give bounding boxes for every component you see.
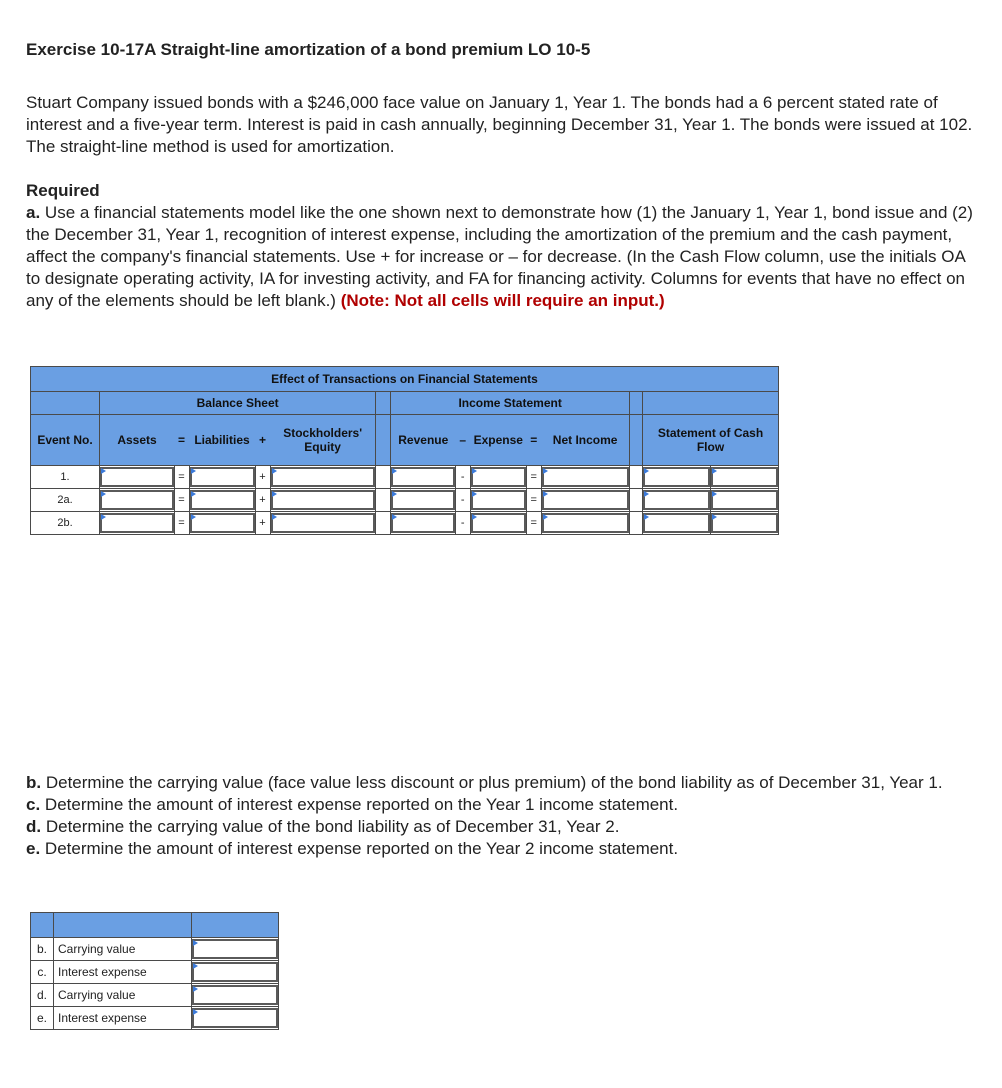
revenue-input[interactable] (391, 513, 455, 533)
part-a-text (26, 202, 976, 312)
question-b (26, 772, 976, 794)
table-row (31, 961, 279, 984)
col-cash-flow: Statement of Cash Flow (643, 415, 779, 466)
table-title: Effect of Transactions on Financial Statements (31, 367, 779, 392)
question-c (26, 794, 976, 816)
row-op-plus: + (255, 512, 270, 535)
cash-flow-activity-input[interactable] (711, 513, 778, 533)
net-income-input[interactable] (542, 513, 629, 533)
col-event-no: Event No. (31, 415, 100, 466)
question-d-label: d. (26, 817, 42, 836)
cash-flow-amount-input[interactable] (643, 467, 710, 487)
question-e-text: Determine the amount of interest expense reported on the Year 2 income statement. (44, 839, 679, 858)
answer-label: Interest expense (54, 1007, 192, 1030)
row-op-minus: - (455, 466, 470, 489)
table-row (31, 512, 779, 535)
question-b-label: b. (26, 773, 42, 792)
question-c-text: Determine the amount of interest expense reported on the Year 1 income statement. (44, 795, 679, 814)
row-op-equals: = (174, 512, 189, 535)
part-a-body: Use a financial statements model like the one shown next to demonstrate how (1) the January 1, Year 1, bond issue and (2) the December 31, Year 1, recognition of interest expense, including the amortization of the premium and the cash payment, affect the company's financial statements. Use + for increase or – for decrease. (In the Cash Flow column, use the initials OA to designate operating activity, IA for investing activity, and FA for financing activity. Columns for events that have no effect on any of the elements should be left blank.) (26, 203, 973, 310)
event-number: 2b. (31, 512, 100, 535)
row-op-minus: - (455, 512, 470, 535)
liabilities-input[interactable] (190, 490, 255, 510)
part-a-note: (Note: Not all cells will require an input.) (340, 291, 665, 310)
question-d (26, 816, 976, 838)
row-op-equals: = (174, 489, 189, 512)
table-row (31, 489, 779, 512)
question-b-text: Determine the carrying value (face value less discount or plus premium) of the bond liability as of December 31, Year 1. (45, 773, 943, 792)
income-statement-header: Income Statement (391, 392, 630, 415)
required-heading: Required (26, 181, 100, 200)
net-income-input[interactable] (542, 467, 629, 487)
questions-section (26, 772, 976, 860)
col-liabilities: Liabilities (189, 415, 255, 466)
answer-label: Carrying value (54, 984, 192, 1007)
part-a-label: a. (26, 203, 41, 222)
table-row (31, 466, 779, 489)
event-number: 1. (31, 466, 100, 489)
required-section (26, 180, 976, 312)
net-income-input[interactable] (542, 490, 629, 510)
row-op-equals-2: = (526, 489, 541, 512)
answer-letter: b. (31, 938, 54, 961)
col-revenue: Revenue (391, 415, 456, 466)
answer-letter: e. (31, 1007, 54, 1030)
assets-input[interactable] (100, 490, 174, 510)
question-d-text: Determine the carrying value of the bond liability as of December 31, Year 2. (45, 817, 620, 836)
cash-flow-activity-input[interactable] (711, 490, 778, 510)
carrying-value-year1-input[interactable] (192, 939, 278, 959)
answers-table (30, 912, 279, 1030)
liabilities-input[interactable] (190, 513, 255, 533)
equity-input[interactable] (271, 490, 376, 510)
equity-input[interactable] (271, 467, 376, 487)
table-row (31, 984, 279, 1007)
table-row (31, 938, 279, 961)
expense-input[interactable] (471, 513, 526, 533)
col-net-income: Net Income (541, 415, 629, 466)
question-e-label: e. (26, 839, 41, 858)
expense-input[interactable] (471, 467, 526, 487)
problem-intro: Stuart Company issued bonds with a $246,000 face value on January 1, Year 1. The bonds had a 6 percent stated rate of interest and a five-year term. Interest is paid in cash annually, beginning December 31, Year 1. The bonds were issued at 102. The straight-line method is used for amortization. (26, 93, 973, 156)
row-op-plus: + (255, 466, 270, 489)
table-row (31, 1007, 279, 1030)
op-equals-2: = (526, 415, 541, 466)
assets-input[interactable] (100, 467, 174, 487)
cash-flow-amount-input[interactable] (643, 513, 710, 533)
col-assets: Assets (100, 415, 175, 466)
op-equals: = (174, 415, 189, 466)
question-e (26, 838, 976, 860)
carrying-value-year2-input[interactable] (192, 985, 278, 1005)
expense-input[interactable] (471, 490, 526, 510)
assets-input[interactable] (100, 513, 174, 533)
cash-flow-activity-input[interactable] (711, 467, 778, 487)
interest-expense-year2-input[interactable] (192, 1008, 278, 1028)
event-number: 2a. (31, 489, 100, 512)
interest-expense-year1-input[interactable] (192, 962, 278, 982)
row-op-equals-2: = (526, 512, 541, 535)
liabilities-input[interactable] (190, 467, 255, 487)
op-plus: + (255, 415, 270, 466)
balance-sheet-header: Balance Sheet (100, 392, 376, 415)
financial-statements-model (30, 366, 779, 535)
row-op-minus: - (455, 489, 470, 512)
page-title: Exercise 10-17A Straight-line amortization of a bond premium LO 10-5 (26, 40, 591, 59)
answer-letter: c. (31, 961, 54, 984)
row-op-plus: + (255, 489, 270, 512)
equity-input[interactable] (271, 513, 376, 533)
row-op-equals-2: = (526, 466, 541, 489)
answer-label: Carrying value (54, 938, 192, 961)
op-minus: – (455, 415, 470, 466)
col-expense: Expense (470, 415, 526, 466)
col-stockholders-equity: Stockholders' Equity (270, 415, 376, 466)
cash-flow-amount-input[interactable] (643, 490, 710, 510)
revenue-input[interactable] (391, 490, 455, 510)
revenue-input[interactable] (391, 467, 455, 487)
answer-letter: d. (31, 984, 54, 1007)
question-c-label: c. (26, 795, 41, 814)
row-op-equals: = (174, 466, 189, 489)
answer-label: Interest expense (54, 961, 192, 984)
